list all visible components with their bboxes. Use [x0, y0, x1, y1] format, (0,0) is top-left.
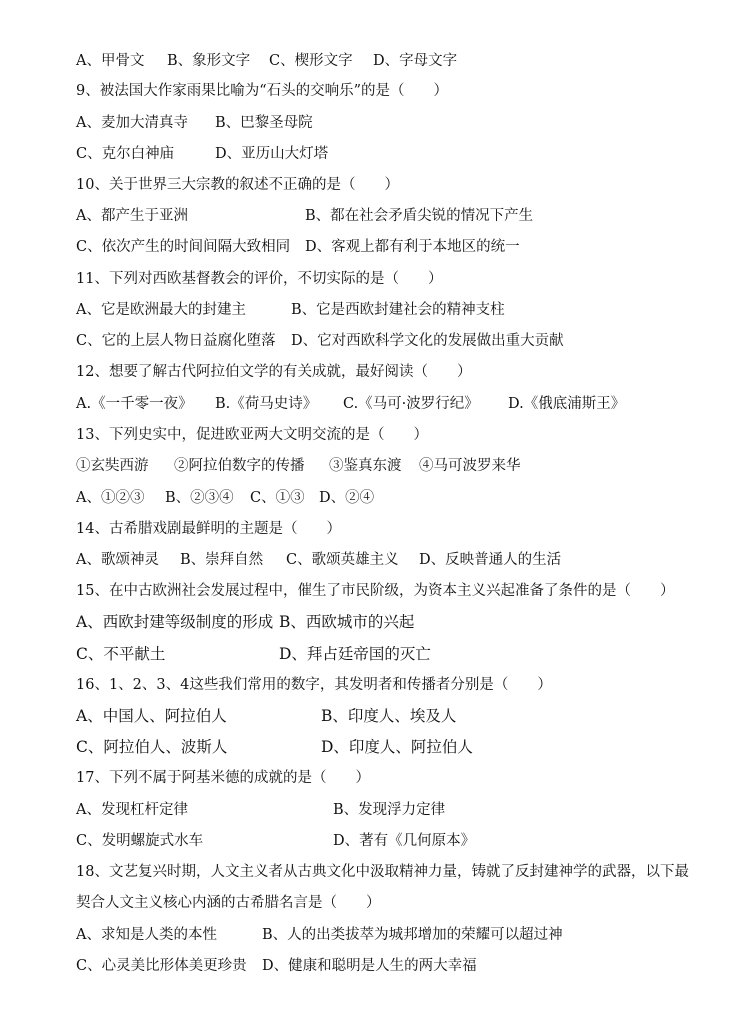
answer-option: C.《马可·波罗行纪》 [343, 396, 479, 412]
options-row [0, 143, 744, 165]
answer-option: ④马可波罗来华 [419, 458, 521, 474]
question-stem: 13、下列史实中，促进欧亚两大文明交流的是（ ） [76, 427, 428, 443]
options-row [0, 50, 744, 72]
answer-option: D、亚历山大灯塔 [215, 146, 329, 162]
answer-option: C、不平献土 [76, 645, 166, 663]
answer-option: B、人的出类拔萃为城邦增加的荣耀可以超过神 [262, 927, 563, 943]
options-row [0, 112, 744, 134]
answer-option: A.《一千零一夜》 [76, 396, 193, 412]
answer-option: B、崇拜自然 [180, 552, 264, 568]
answer-option: A、中国人、阿拉伯人 [76, 707, 227, 725]
question-stem: 契合人文主义核心内涵的古希腊名言是（ ） [76, 895, 381, 911]
options-row [0, 236, 744, 258]
question-stem: 12、想要了解古代阿拉伯文学的有关成就，最好阅读（ ） [76, 364, 472, 380]
answer-option: B、巴黎圣母院 [215, 115, 313, 131]
answer-option: C、楔形文字 [269, 53, 353, 69]
answer-option: D、字母文字 [373, 53, 458, 69]
answer-option: D、②④ [319, 490, 375, 506]
answer-option: ②阿拉伯数字的传播 [174, 458, 305, 474]
answer-option: D、印度人、阿拉伯人 [321, 738, 473, 756]
options-row [0, 830, 744, 852]
options-row [0, 799, 744, 821]
options-row [0, 393, 744, 415]
answer-option: D、反映普通人的生活 [419, 552, 562, 568]
question-stem: 16、1、2、3、4这些我们常用的数字，其发明者和传播者分别是（ ） [76, 677, 552, 693]
question-stem: 17、下列不属于阿基米德的成就的是（ ） [76, 770, 370, 786]
answer-option: D、健康和聪明是人生的两大幸福 [262, 958, 477, 974]
question-stem: 18、文艺复兴时期，人文主义者从古典文化中汲取精神力量，铸就了反封建神学的武器，以下最 [76, 864, 689, 880]
options-row [0, 736, 744, 758]
options-row [0, 924, 744, 946]
options-row [0, 299, 744, 321]
answer-option: A、①②③ [76, 490, 145, 506]
answer-option: A、甲骨文 [76, 53, 145, 69]
answer-option: A、西欧封建等级制度的形成 [76, 613, 274, 631]
answer-option: B、发现浮力定律 [333, 802, 446, 818]
answer-option: B、象形文字 [167, 53, 251, 69]
answer-option: A、麦加大清真寺 [76, 115, 188, 131]
answer-option: B.《荷马史诗》 [215, 396, 318, 412]
answer-option: D、客观上都有利于本地区的统一 [305, 239, 520, 255]
answer-option: C、歌颂英雄主义 [286, 552, 399, 568]
answer-option: C、克尔白神庙 [76, 146, 175, 162]
options-row [0, 487, 744, 509]
answer-option: D.《俄底浦斯王》 [508, 396, 626, 412]
question-stem: 9、被法国大作家雨果比喻为“石头的交响乐”的是（ ） [76, 83, 449, 99]
options-row [0, 205, 744, 227]
options-row [0, 955, 744, 977]
answer-option: C、心灵美比形体美更珍贵 [76, 958, 247, 974]
answer-option: C、阿拉伯人、波斯人 [76, 738, 228, 756]
answer-option: A、歌颂神灵 [76, 552, 159, 568]
answer-option: B、它是西欧封建社会的精神支柱 [291, 302, 505, 318]
answer-option: C、①③ [250, 490, 305, 506]
answer-option: B、②③④ [165, 490, 234, 506]
question-stem: 10、关于世界三大宗教的叙述不正确的是（ ） [76, 177, 399, 193]
answer-option: D、它对西欧科学文化的发展做出重大贡献 [291, 333, 564, 349]
options-row [0, 705, 744, 727]
answer-option: B、西欧城市的兴起 [279, 613, 415, 631]
answer-option: A、都产生于亚洲 [76, 208, 188, 224]
answer-option: D、著有《几何原本》 [333, 833, 476, 849]
answer-option: C、发明螺旋式水车 [76, 833, 204, 849]
options-row [0, 330, 744, 352]
question-stem: 11、下列对西欧基督教会的评价，不切实际的是（ ） [76, 271, 443, 287]
answer-option: B、印度人、埃及人 [321, 707, 457, 725]
question-stem: 14、古希腊戏剧最鲜明的主题是（ ） [76, 521, 341, 537]
answer-option: B、都在社会矛盾尖锐的情况下产生 [305, 208, 534, 224]
answer-option: ③鉴真东渡 [329, 458, 402, 474]
answer-option: A、求知是人类的本性 [76, 927, 217, 943]
answer-option: C、依次产生的时间间隔大致相同 [76, 239, 291, 255]
options-row [0, 643, 744, 665]
options-row [0, 611, 744, 633]
options-row [0, 455, 744, 477]
options-row [0, 549, 744, 571]
answer-option: A、它是欧洲最大的封建主 [76, 302, 246, 318]
answer-option: C、它的上层人物日益腐化堕落 [76, 333, 276, 349]
question-stem: 15、在中古欧洲社会发展过程中，催生了市民阶级，为资本主义兴起准备了条件的是（ ） [76, 583, 675, 599]
answer-option: ①玄奘西游 [76, 458, 149, 474]
answer-option: D、拜占廷帝国的灭亡 [279, 645, 431, 663]
answer-option: A、发现杠杆定律 [76, 802, 188, 818]
